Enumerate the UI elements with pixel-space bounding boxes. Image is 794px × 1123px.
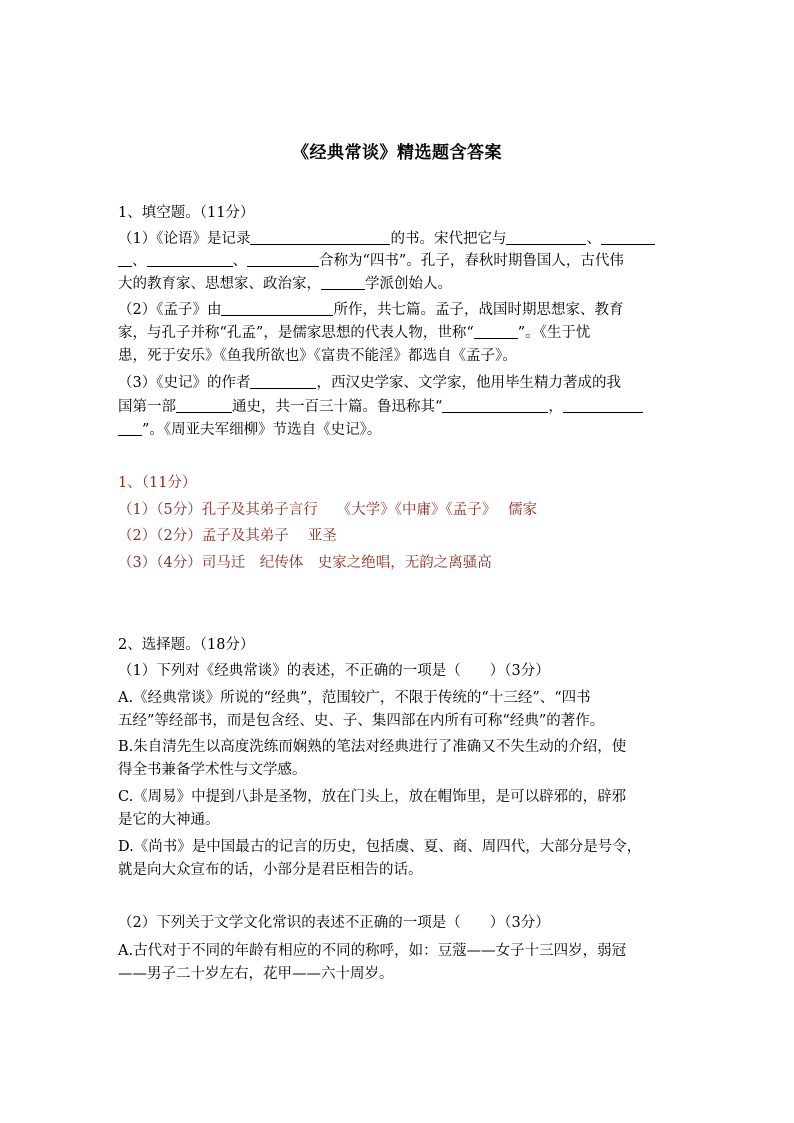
- q1-p2-line2: [118, 322, 678, 344]
- q2-s1-option-b-line2: 得全书兼备学术性与文学感。: [118, 762, 307, 778]
- q1-p1-line3: [118, 273, 678, 295]
- q2-s1-option-d-line2: 就是向大众宣布的话，小部分是君臣相告的话。: [118, 862, 423, 878]
- text: ”。《生于忧: [517, 325, 591, 341]
- fill-blank[interactable]: [118, 252, 132, 267]
- text: ，西汉史学家、文学家，他用毕生精力著成的我: [316, 375, 621, 391]
- q2-header: 2、选择题。（18分）: [118, 637, 255, 653]
- q2-s2-question: （2）下列关于文学文化常识的表述不正确的一项是（ ）（3分）: [118, 915, 550, 931]
- text: （2）《孟子》由: [118, 302, 222, 318]
- q1-header: 1、填空题。（11分）: [118, 205, 255, 221]
- text: 、: [132, 253, 147, 269]
- fill-blank[interactable]: [321, 275, 365, 290]
- q2-s2-option-a-line1: A.古代对于不同的年龄有相应的不同的称呼，如：豆蔻——女子十三四岁，弱冠: [118, 943, 627, 959]
- fill-blank[interactable]: [221, 301, 333, 316]
- q1-p3-line1: [118, 372, 678, 394]
- q2-s2-option-a-line2: ——男子二十岁左右，花甲——六十周岁。: [118, 966, 394, 982]
- text: 家，与孔子并称“孔孟”，是儒家思想的代表人物，世称“: [118, 325, 474, 341]
- text: 、: [232, 253, 247, 269]
- text: ”。《周亚夫军细柳》节选自《史记》。: [142, 422, 382, 438]
- text: 通史，共一百三十篇。鲁迅称其“: [232, 399, 443, 415]
- q2-s1-option-a-line1: A.《经典常谈》所说的“经典”，范围较广，不限于传统的“十三经”、“四书: [118, 690, 591, 706]
- answer-line-3: （3）（4分）司马迁 纪传体 史家之绝唱，无韵之离骚高: [118, 555, 492, 571]
- fill-blank[interactable]: [147, 252, 233, 267]
- text: ，: [548, 399, 563, 415]
- fill-blank[interactable]: [506, 230, 586, 245]
- fill-blank[interactable]: [250, 230, 390, 245]
- q2-s1-option-b-line1: B.朱自清先生以高度洗练而娴熟的笔法对经典进行了准确又不失生动的介绍，使: [118, 739, 627, 755]
- q1-p3-line2: [118, 396, 678, 418]
- q1-p1-line2: [118, 250, 678, 272]
- fill-blank[interactable]: [250, 374, 316, 389]
- q1-p1-line1: [118, 228, 678, 250]
- text: 学派创始人。: [365, 276, 452, 292]
- fill-blank[interactable]: [118, 421, 142, 436]
- fill-blank[interactable]: [176, 398, 232, 413]
- q2-s1-option-c-line2: 是它的大神通。: [118, 812, 220, 828]
- text: （1）《论语》是记录: [118, 231, 251, 247]
- answer-line-2: （2）（2分）孟子及其弟子 亚圣: [118, 528, 337, 544]
- fill-blank[interactable]: [474, 324, 518, 339]
- fill-blank[interactable]: [247, 252, 319, 267]
- q1-p2-line1: [118, 299, 678, 321]
- text: 合称为“四书”。孔子，春秋时期鲁国人，古代伟: [319, 253, 624, 269]
- q1-p2-line3: 患，死于安乐》《鱼我所欲也》《富贵不能淫》都选自《孟子》。: [118, 348, 517, 364]
- answer-header: 1、（11分）: [118, 475, 197, 491]
- text: 所作，共七篇。孟子，战国时期思想家、教育: [333, 302, 624, 318]
- text: 的书。宋代把它与: [390, 231, 507, 247]
- fill-blank[interactable]: [563, 398, 643, 413]
- text: （3）《史记》的作者: [118, 375, 251, 391]
- answer-line-1: （1）（5分）孔子及其弟子言行 《大学》《中庸》《孟子》 儒家: [118, 502, 538, 518]
- text: 国第一部: [118, 399, 176, 415]
- fill-blank[interactable]: [442, 398, 548, 413]
- text: 大的教育家、思想家、政治家，: [118, 276, 321, 292]
- q2-s1-option-c-line1: C.《周易》中提到八卦是圣物，放在门头上，放在帽饰里，是可以辟邪的，辟邪: [118, 789, 627, 805]
- q2-s1-question: （1）下列对《经典常谈》的表述，不正确的一项是（ ）（3分）: [118, 663, 550, 679]
- text: 、: [586, 231, 601, 247]
- fill-blank[interactable]: [601, 230, 655, 245]
- q2-s1-option-d-line1: D.《尚书》是中国最古的记言的历史，包括虞、夏、商、周四代，大部分是号令，: [118, 839, 642, 855]
- page-title: 《经典常谈》精选题含答案: [292, 143, 502, 163]
- q2-s1-option-a-line2: 五经”等经部书，而是包含经、史、子、集四部在内所有可称“经典”的著作。: [118, 713, 605, 729]
- q1-p3-line3: [118, 419, 678, 441]
